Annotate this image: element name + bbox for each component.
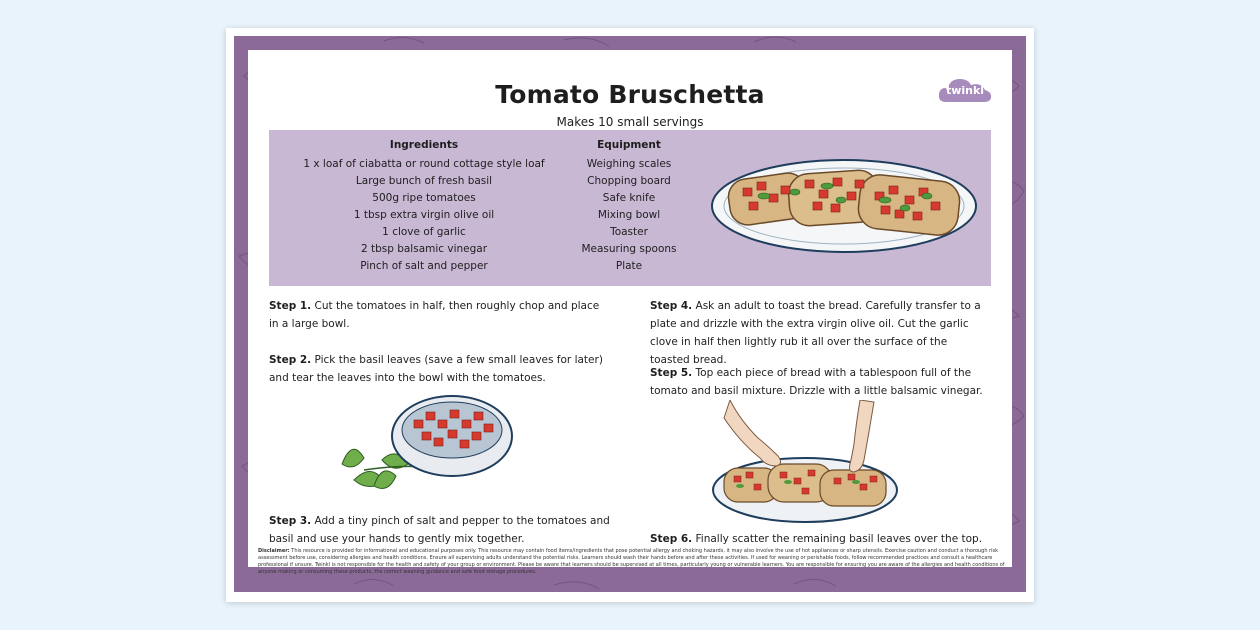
disclaimer [258,548,1006,576]
equipment-item: Toaster [610,226,648,238]
step-text: Top each piece of bread with a tablespoon full of the tomato and basil mixture. Drizzle with a little balsamic vinegar. [650,367,983,397]
step-label: Step 1. [269,300,312,312]
step-text: Pick the basil leaves (save a few small leaves for later) and tear the leaves into the bowl with the tomatoes. [269,354,603,384]
step-text: Cut the tomatoes in half, then roughly chop and place in a large bowl. [269,300,600,330]
ingredient-item: 1 tbsp extra virgin olive oil [353,209,495,221]
step-text: Finally scatter the remaining basil leaves over the top. [695,533,983,545]
twinkl-logo [938,76,992,108]
equipment-item: Safe knife [602,192,656,204]
ingredients-heading: Ingredients [389,139,459,151]
step-2 [269,351,619,387]
bruschetta-plate-illustration [709,156,979,256]
step-label: Step 2. [269,354,312,366]
step-text: Ask an adult to toast the bread. Carefully transfer to a plate and drizzle with the extra virgin olive oil. Cut the garlic clove in half then lightly rub it all over the surface of the toasted bread. [650,300,981,366]
tomato-bowl-illustration [334,390,514,502]
equipment-heading: Equipment [597,139,661,151]
ingredient-item: 2 tbsp balsamic vinegar [360,243,488,255]
step-label: Step 3. [269,515,312,527]
equipment-item: Weighing scales [586,158,672,170]
equipment-item: Plate [615,260,643,272]
ingredients-equipment-panel [269,130,991,286]
step-1 [269,297,609,333]
logo-text: twinkl [945,84,985,97]
step-5 [650,364,990,400]
step-3 [269,512,619,548]
equipment-item: Measuring spoons [581,243,677,255]
disclaimer-label: Disclaimer: [258,548,290,554]
ingredient-item: 1 x loaf of ciabatta or round cottage style loaf [303,158,545,170]
ingredient-item: Large bunch of fresh basil [355,175,493,187]
step-text: Add a tiny pinch of salt and pepper to the tomatoes and basil and use your hands to gently mix together. [269,515,610,545]
topping-bread-illustration [710,400,900,526]
ingredient-item: Pinch of salt and pepper [360,260,488,272]
step-4 [650,297,990,369]
ingredient-item: 500g ripe tomatoes [372,192,476,204]
equipment-item: Mixing bowl [597,209,661,221]
decorative-border [234,36,1026,592]
step-6 [650,530,990,548]
step-label: Step 6. [650,533,693,545]
equipment-item: Chopping board [587,175,671,187]
step-label: Step 5. [650,367,693,379]
page-title: Tomato Bruschetta [495,80,765,109]
ingredient-item: 1 clove of garlic [382,226,466,238]
recipe-card [226,28,1034,602]
step-label: Step 4. [650,300,693,312]
equipment-list [559,139,699,275]
ingredients-list [289,139,559,275]
disclaimer-text: This resource is provided for informational and educational purposes only. This resource may contain food items/ingredients that pose potential allergy and choking hazards, it may also involve the use of hot appliances or sharp utensils. Exercise caution and conduct a thorough risk assessment before use, considering allergies and health conditions. Ensure all supervising adults understand the potential risks. Learners should wash their hands before and after these activities. If used for weaning or perishable foods, follow recommended practices and consult a healthcare professional if unsure. Twinkl is not responsible for the health and safety of your group or environment. Please be aware that learners should be supervised at all times, particularly young or vulnerable learners. You are responsible for ensuring you are aware of the allergies and health conditions of anyone making or consuming these products, the correct weaning guidance and safe food storage procedures. [258,548,1005,575]
recipe-sheet [248,50,1012,575]
servings-subtitle: Makes 10 small servings [556,115,704,129]
